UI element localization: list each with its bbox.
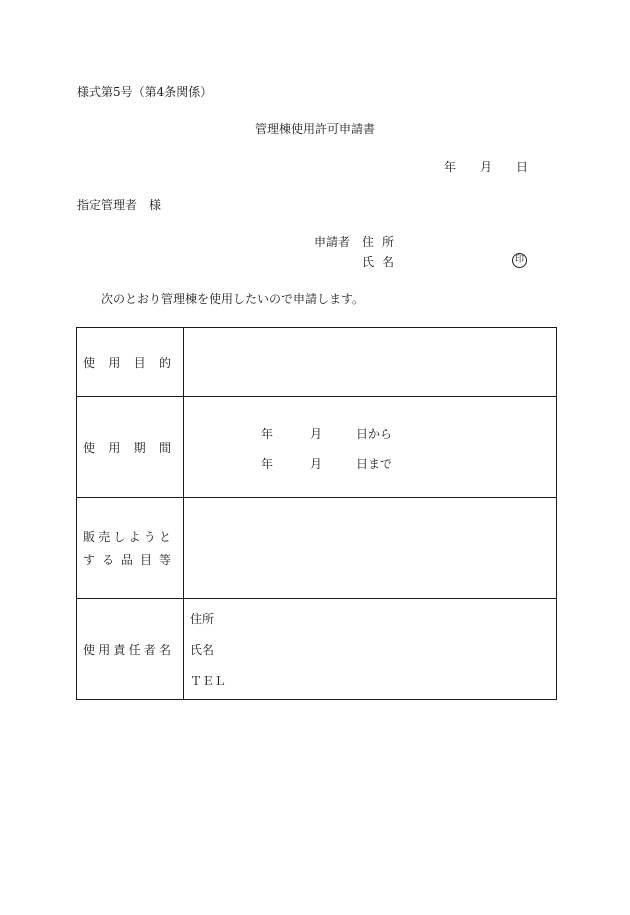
date-month-label: 月 xyxy=(480,160,493,174)
responsible-address-label: 住所 xyxy=(190,611,215,626)
applicant-name-label: 氏名 xyxy=(362,255,403,269)
period-to-day: 日まで xyxy=(356,457,393,471)
items-label-line2: す る 品 目 等 xyxy=(83,553,171,567)
items-row xyxy=(77,498,557,599)
period-to-month: 月 xyxy=(310,457,323,471)
purpose-label: 使 用 目 的 xyxy=(83,355,171,370)
purpose-value-cell[interactable] xyxy=(184,328,557,397)
period-from-year: 年 xyxy=(261,427,274,441)
items-label-cell xyxy=(77,498,184,599)
form-number: 様式第5号（第4条関係） xyxy=(77,85,213,99)
application-statement: 次のとおり管理棟を使用したいので申請します。 xyxy=(101,292,365,306)
responsible-tel-label: ＴＥＬ xyxy=(190,673,227,688)
document-title: 管理棟使用許可申請書 xyxy=(254,122,375,136)
responsible-label: 使 用 責 任 者 名 xyxy=(83,642,171,657)
period-from-line xyxy=(184,425,556,439)
period-to-line xyxy=(184,455,556,469)
period-label-cell xyxy=(77,397,184,498)
responsible-label-cell xyxy=(77,599,184,700)
period-to-year: 年 xyxy=(261,457,274,471)
applicant-label: 申請者 xyxy=(314,235,351,249)
addressee-honorific: 様 xyxy=(149,198,162,212)
application-form-table xyxy=(76,327,557,700)
period-from-month: 月 xyxy=(310,427,323,441)
addressee-name: 指定管理者 xyxy=(77,198,138,212)
applicant-address-label: 住所 xyxy=(362,235,403,249)
date-year-label: 年 xyxy=(444,160,457,174)
period-value-cell[interactable] xyxy=(184,397,557,498)
period-from-day: 日から xyxy=(356,427,393,441)
period-label: 使 用 期 間 xyxy=(83,440,171,455)
seal-mark: 印 xyxy=(512,253,527,268)
responsible-value-cell[interactable] xyxy=(184,599,557,700)
period-row xyxy=(77,397,557,498)
purpose-label-cell xyxy=(77,328,184,397)
date-day-label: 日 xyxy=(516,160,529,174)
purpose-row xyxy=(77,328,557,397)
items-label-line1: 販 売 し よ う と xyxy=(83,530,171,544)
items-value-cell[interactable] xyxy=(184,498,557,599)
responsible-row xyxy=(77,599,557,700)
addressee xyxy=(77,199,161,211)
responsible-name-label: 氏名 xyxy=(190,642,215,657)
